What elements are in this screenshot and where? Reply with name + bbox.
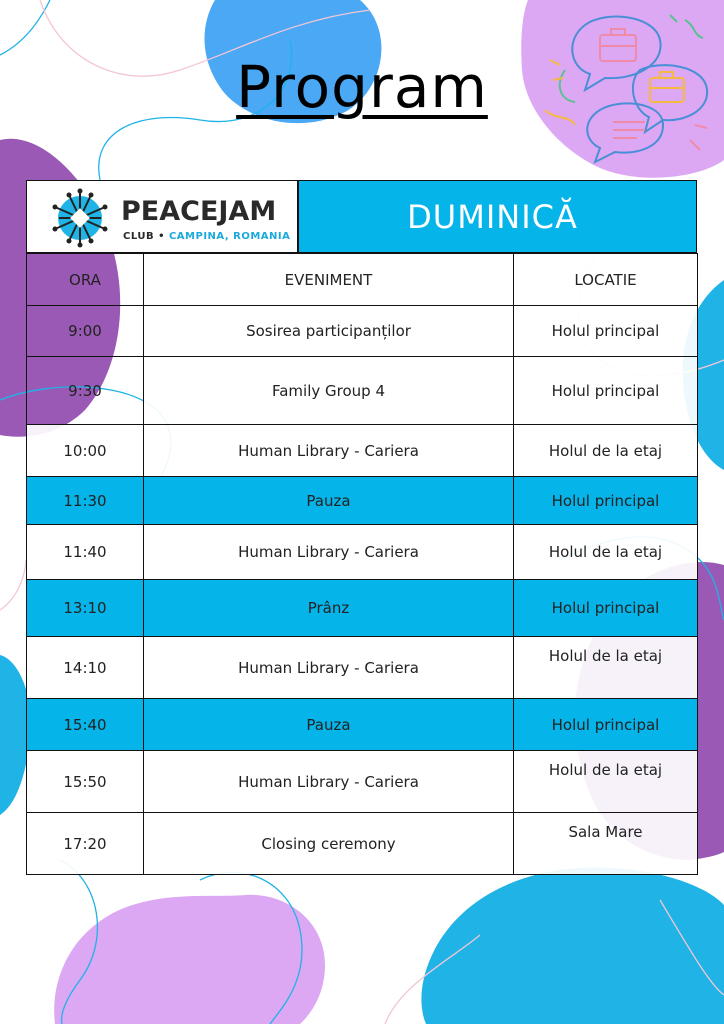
- schedule-event: Human Library - Cariera: [144, 425, 514, 477]
- schedule-event: Human Library - Cariera: [144, 525, 514, 580]
- schedule-event: Sosirea participanților: [144, 306, 514, 357]
- table-row: [27, 477, 698, 525]
- schedule-event: Human Library - Cariera: [144, 637, 514, 699]
- brand-subtitle: [123, 231, 290, 243]
- table-row: [27, 525, 698, 580]
- schedule-time: 15:50: [27, 751, 144, 813]
- schedule-time: 13:10: [27, 580, 144, 637]
- brand-location: CAMPINA, ROMANIA: [168, 231, 291, 242]
- brand-separator: •: [154, 231, 169, 242]
- schedule-event: Pauza: [144, 477, 514, 525]
- schedule-event: Family Group 4: [144, 357, 514, 425]
- schedule-location: Holul de la etaj: [514, 637, 698, 699]
- column-header-time: ORA: [27, 254, 144, 306]
- schedule-location: Holul de la etaj: [514, 525, 698, 580]
- page-title: Program: [236, 53, 488, 121]
- schedule-table: [26, 253, 698, 875]
- schedule-location: Holul principal: [514, 699, 698, 751]
- schedule-location: Sala Mare: [514, 813, 698, 875]
- thin-line-11: [0, 560, 26, 610]
- schedule-time: 9:00: [27, 306, 144, 357]
- schedule-event: Pauza: [144, 699, 514, 751]
- schedule-time: 10:00: [27, 425, 144, 477]
- schedule-location: Holul principal: [514, 306, 698, 357]
- schedule-event: Closing ceremony: [144, 813, 514, 875]
- schedule-location: Holul principal: [514, 477, 698, 525]
- table-row: [27, 580, 698, 637]
- table-row: [27, 306, 698, 357]
- day-header: DUMINICĂ: [298, 180, 697, 253]
- schedule-location: Holul principal: [514, 580, 698, 637]
- schedule-location: Holul principal: [514, 357, 698, 425]
- logo-header-cell: [26, 180, 298, 253]
- table-row: [27, 425, 698, 477]
- peacejam-logo-icon: [49, 187, 111, 249]
- schedule-event: Prânz: [144, 580, 514, 637]
- column-header-location: LOCATIE: [514, 254, 698, 306]
- schedule-event: Human Library - Cariera: [144, 751, 514, 813]
- table-row: [27, 699, 698, 751]
- schedule-location: Holul de la etaj: [514, 425, 698, 477]
- brand-name: PEACEJAM: [121, 196, 277, 227]
- table-row: [27, 813, 698, 875]
- schedule-location: Holul de la etaj: [514, 751, 698, 813]
- schedule-time: 17:20: [27, 813, 144, 875]
- schedule-time: 11:30: [27, 477, 144, 525]
- brand-club: CLUB: [123, 231, 155, 242]
- schedule-time: 9:30: [27, 357, 144, 425]
- schedule-time: 14:10: [27, 637, 144, 699]
- table-header-row: [27, 254, 698, 306]
- schedule-time: 15:40: [27, 699, 144, 751]
- table-row: [27, 751, 698, 813]
- schedule-time: 11:40: [27, 525, 144, 580]
- schedule-body: [27, 254, 698, 875]
- table-row: [27, 637, 698, 699]
- column-header-event: EVENIMENT: [144, 254, 514, 306]
- table-row: [27, 357, 698, 425]
